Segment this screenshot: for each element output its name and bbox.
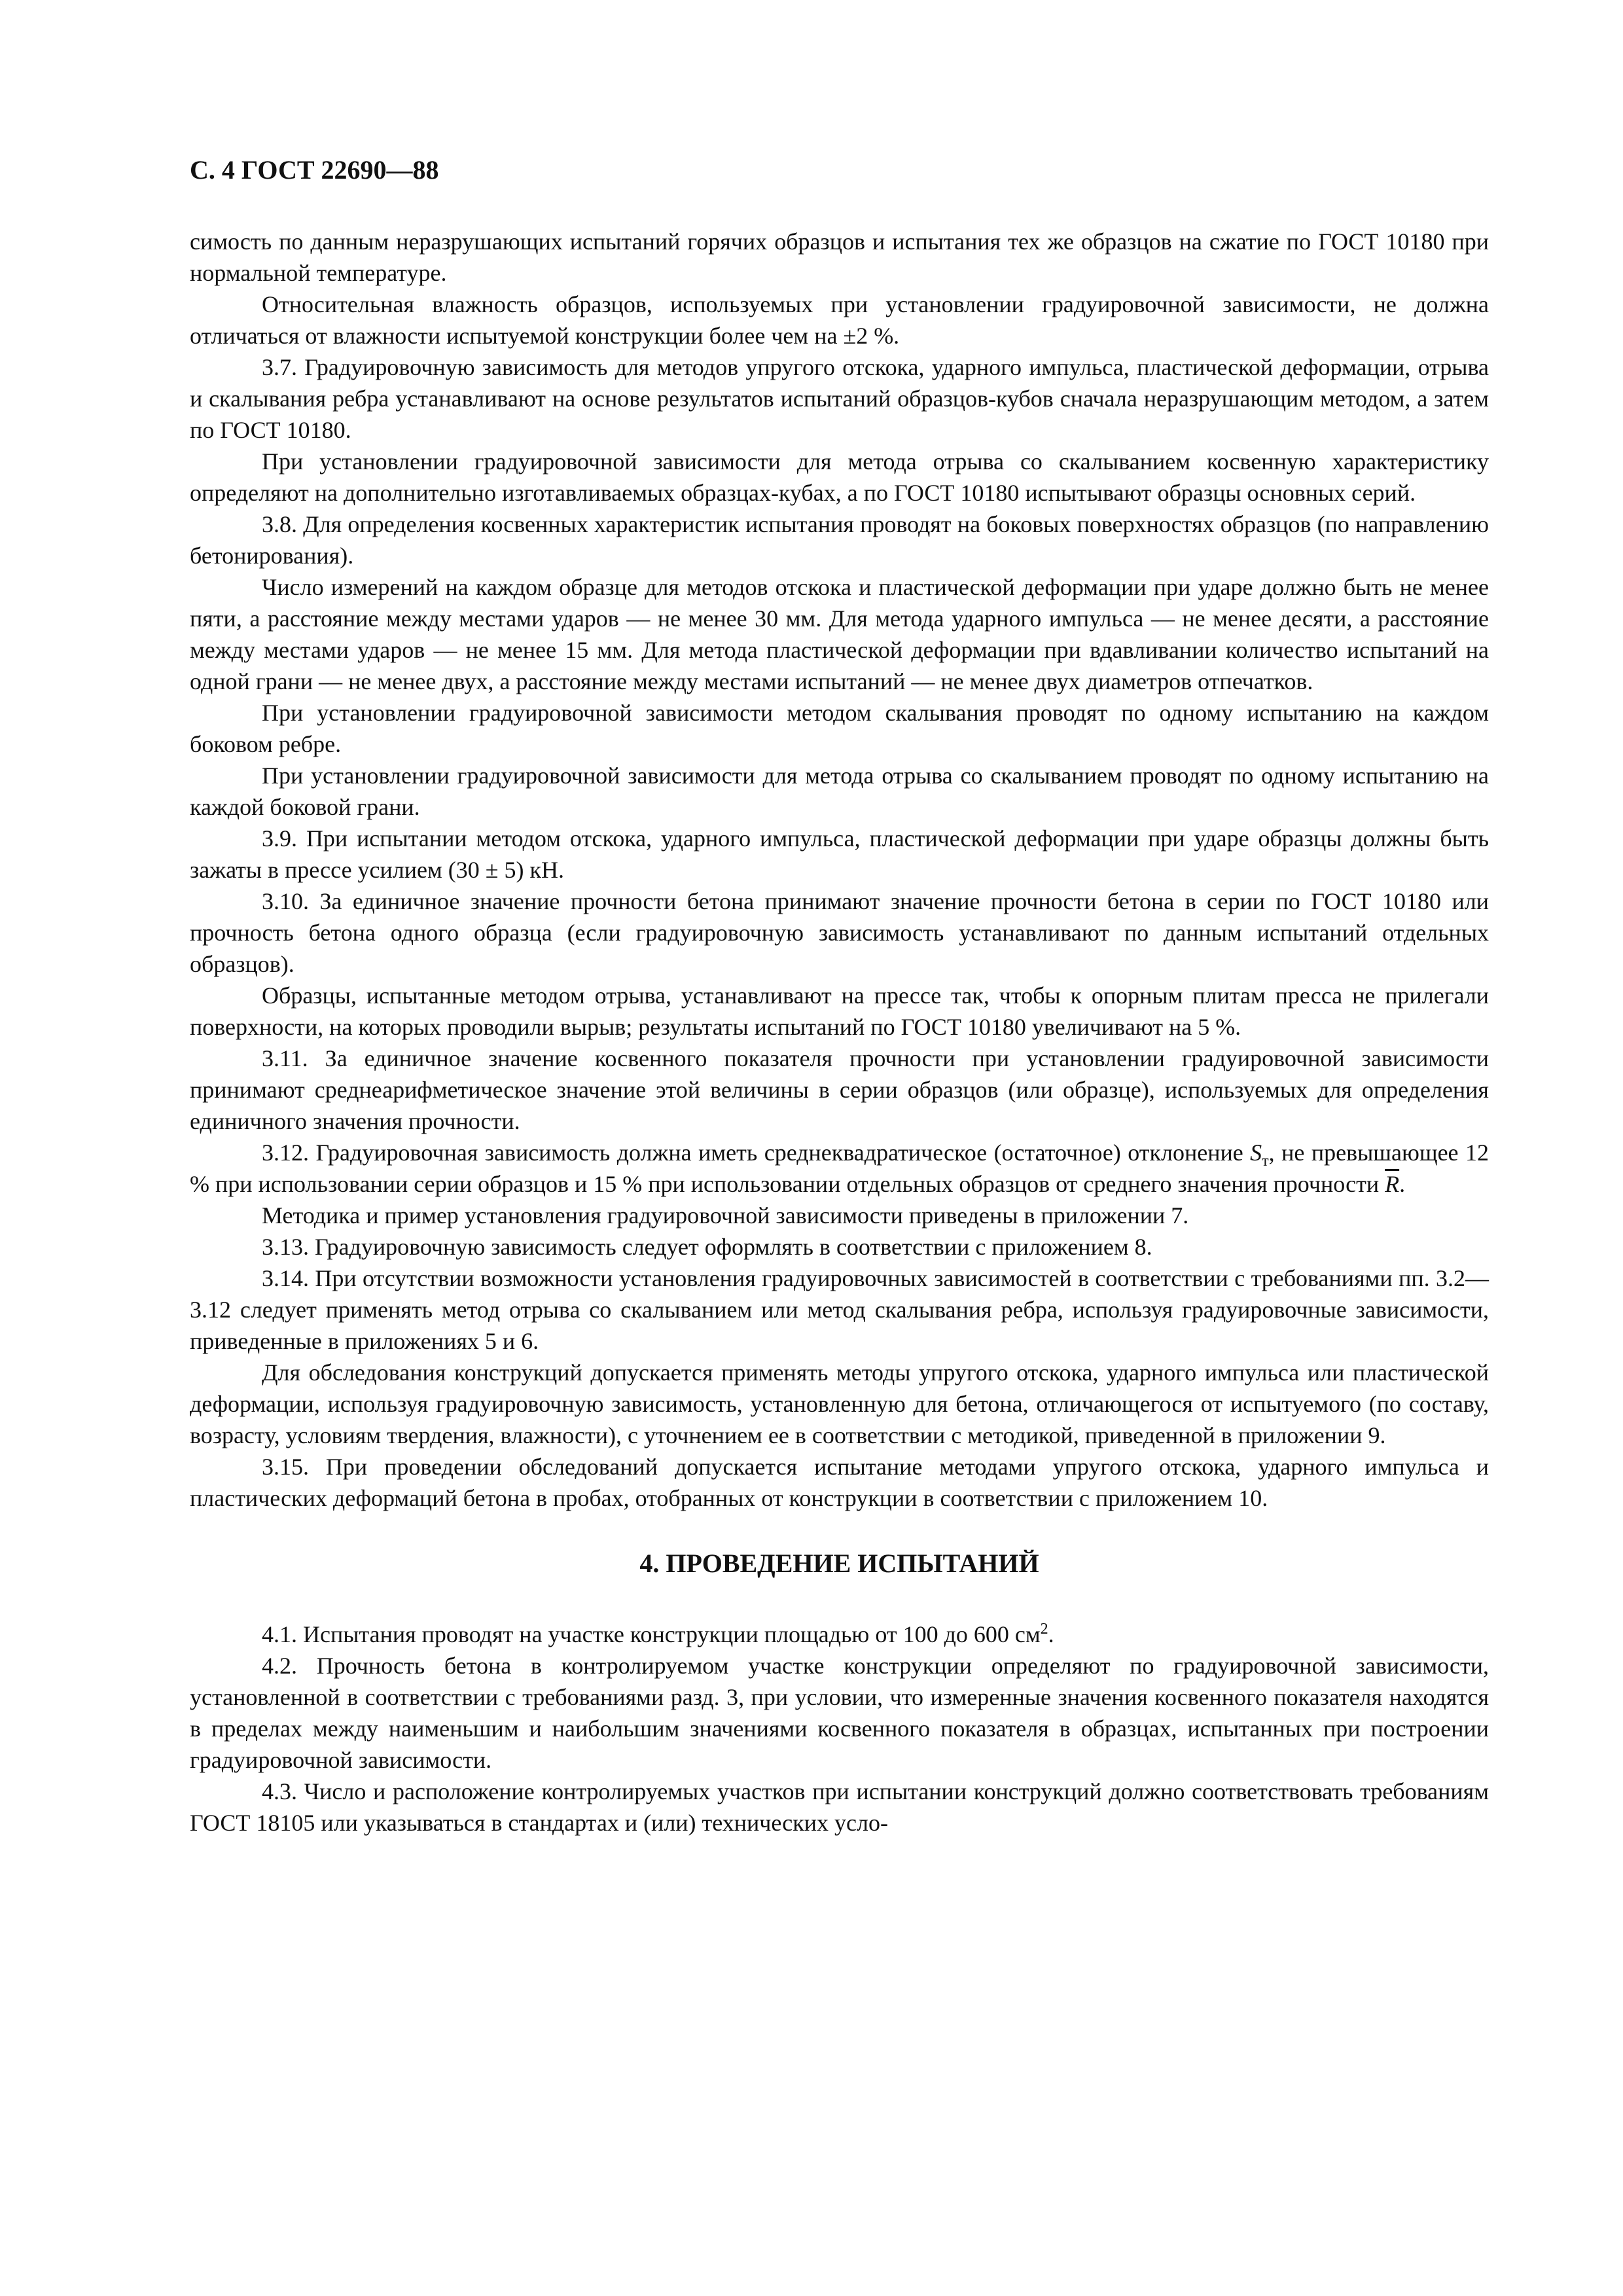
clause-3-10-paragraph-2: Образцы, испытанные методом отрыва, устанавливают на прессе так, чтобы к опорным плитам пресса не прилегали поверхности, на которых проводили вырыв; результаты испытаний по ГОСТ 10180 увеличивают на 5 %. (190, 982, 1489, 1040)
page-header: С. 4 ГОСТ 22690—88 (190, 155, 439, 185)
clause-3-13: 3.13. Градуировочную зависимость следует оформлять в соответствии с приложением 8. (262, 1234, 1152, 1260)
clause-4-1 (190, 1619, 1489, 1650)
section-4-heading: 4. ПРОВЕДЕНИЕ ИСПЫТАНИЙ (639, 1549, 1039, 1578)
clause-3-12-text-c: . (1399, 1171, 1406, 1197)
clause-3-10: 3.10. За единичное значение прочности бетона принимают значение прочности бетона в серии по ГОСТ 10180 или прочность бетона одного образца (если градуировочную зависимость устанавливают по данным испытаний отдельных образцов). (190, 888, 1489, 977)
clause-3-14: 3.14. При отсутствии возможности установления градуировочных зависимостей в соответствии с требованиями пп. 3.2—3.12 следует применять метод отрыва со скалыванием или метод скалывания ребра, используя градуировочные зависимости, приведенные в приложениях 5 и 6. (190, 1265, 1489, 1354)
clause-3-12-text-b: , не превышающее 12 % при использовании серии образцов и 15 % при использовании отдельных образцов от среднего значения прочности (190, 1139, 1489, 1197)
clause-3-11: 3.11. За единичное значение косвенного показателя прочности при установлении градуировочной зависимости принимают среднеарифметическое значение этой величины в серии образцов (или образце), используемых для определения единичного значения прочности. (190, 1045, 1489, 1134)
paragraph-humidity: Относительная влажность образцов, используемых при установлении градуировочной зависимости, не должна отличаться от влажности испытуемой конструкции более чем на ±2 %. (190, 291, 1489, 349)
clause-3-7-paragraph-2: При установлении градуировочной зависимости для метода отрыва со скалыванием косвенную характеристику определяют на дополнительно изготавливаемых образцах-кубах, а по ГОСТ 10180 испытывают образцы основных серий. (190, 448, 1489, 506)
clause-3-14-paragraph-2: Для обследования конструкций допускается применять методы упругого отскока, ударного импульса или пластической деформации, используя градуировочную зависимость, установленную для бетона, отличающегося от испытуемого (по составу, возрасту, условиям твердения, влажности), с уточнением ее в соответствии с методикой, приведенной в приложении 9. (190, 1359, 1489, 1448)
page-body (190, 226, 1489, 1839)
clause-3-12-text-a: 3.12. Градуировочная зависимость должна иметь среднеквадратическое (остаточное) отклонение (262, 1139, 1251, 1166)
clause-4-1-end: . (1048, 1621, 1054, 1647)
clause-3-9: 3.9. При испытании методом отскока, ударного импульса, пластической деформации при ударе образцы должны быть зажаты в прессе усилием (30 ± 5) кН. (190, 825, 1489, 883)
clause-4-2: 4.2. Прочность бетона в контролируемом участке конструкции определяют по градуировочной зависимости, установленной в соответствии с требованиями разд. 3, при условии, что измеренные значения косвенного показателя находятся в пределах между наименьшим и наибольшим значениями косвенного показателя в образцах, испытанных при построении градуировочной зависимости. (190, 1653, 1489, 1773)
clause-4-1-text: 4.1. Испытания проводят на участке конструкции площадью от 100 до 600 см (262, 1621, 1041, 1647)
clause-3-12 (190, 1137, 1489, 1200)
clause-3-15: 3.15. При проведении обследований допускается испытание методами упругого отскока, ударного импульса и пластических деформаций бетона в пробах, отобранных от конструкции в соответствии с приложением 10. (190, 1454, 1489, 1511)
symbol-r-mean: $\overline{R}$ (1385, 1171, 1400, 1197)
clause-4-1-superscript: 2 (1040, 1621, 1048, 1638)
clause-3-7: 3.7. Градуировочную зависимость для методов упругого отскока, ударного импульса, пластической деформации, отрыва и скалывания ребра устанавливают на основе результатов испытаний образцов-кубов сначала неразрушающим методом, а затем по ГОСТ 10180. (190, 354, 1489, 443)
clause-3-8-paragraph-4: При установлении градуировочной зависимости для метода отрыва со скалыванием проводят по одному испытанию на каждой боковой грани. (190, 762, 1489, 820)
clause-3-12-paragraph-2: Методика и пример установления градуировочной зависимости приведены в приложении 7. (262, 1202, 1189, 1229)
symbol-s-subscript: т (1262, 1153, 1269, 1170)
clause-3-8-paragraph-2: Число измерений на каждом образце для методов отскока и пластической деформации при ударе должно быть не менее пяти, а расстояние между местами ударов — не менее 30 мм. Для метода ударного импульса — не менее десяти, а расстояние между местами ударов — не менее 15 мм. Для метода пластической деформации при вдавливании количество испытаний на одной грани — не менее двух, а расстояние между местами испытаний — не менее двух диаметров отпечатков. (190, 574, 1489, 694)
clause-3-8-paragraph-3: При установлении градуировочной зависимости методом скалывания проводят по одному испытанию на каждом боковом ребре. (190, 700, 1489, 757)
paragraph-continuation: симость по данным неразрушающих испытаний горячих образцов и испытания тех же образцов на сжатие по ГОСТ 10180 при нормальной температуре. (190, 228, 1489, 286)
clause-4-3: 4.3. Число и расположение контролируемых участков при испытании конструкций должно соответствовать требованиям ГОСТ 18105 или указываться в стандартах и (или) технических усло- (190, 1778, 1489, 1836)
symbol-s: S (1250, 1139, 1262, 1166)
clause-3-8: 3.8. Для определения косвенных характеристик испытания проводят на боковых поверхностях образцов (по направлению бетонирования). (190, 511, 1489, 569)
